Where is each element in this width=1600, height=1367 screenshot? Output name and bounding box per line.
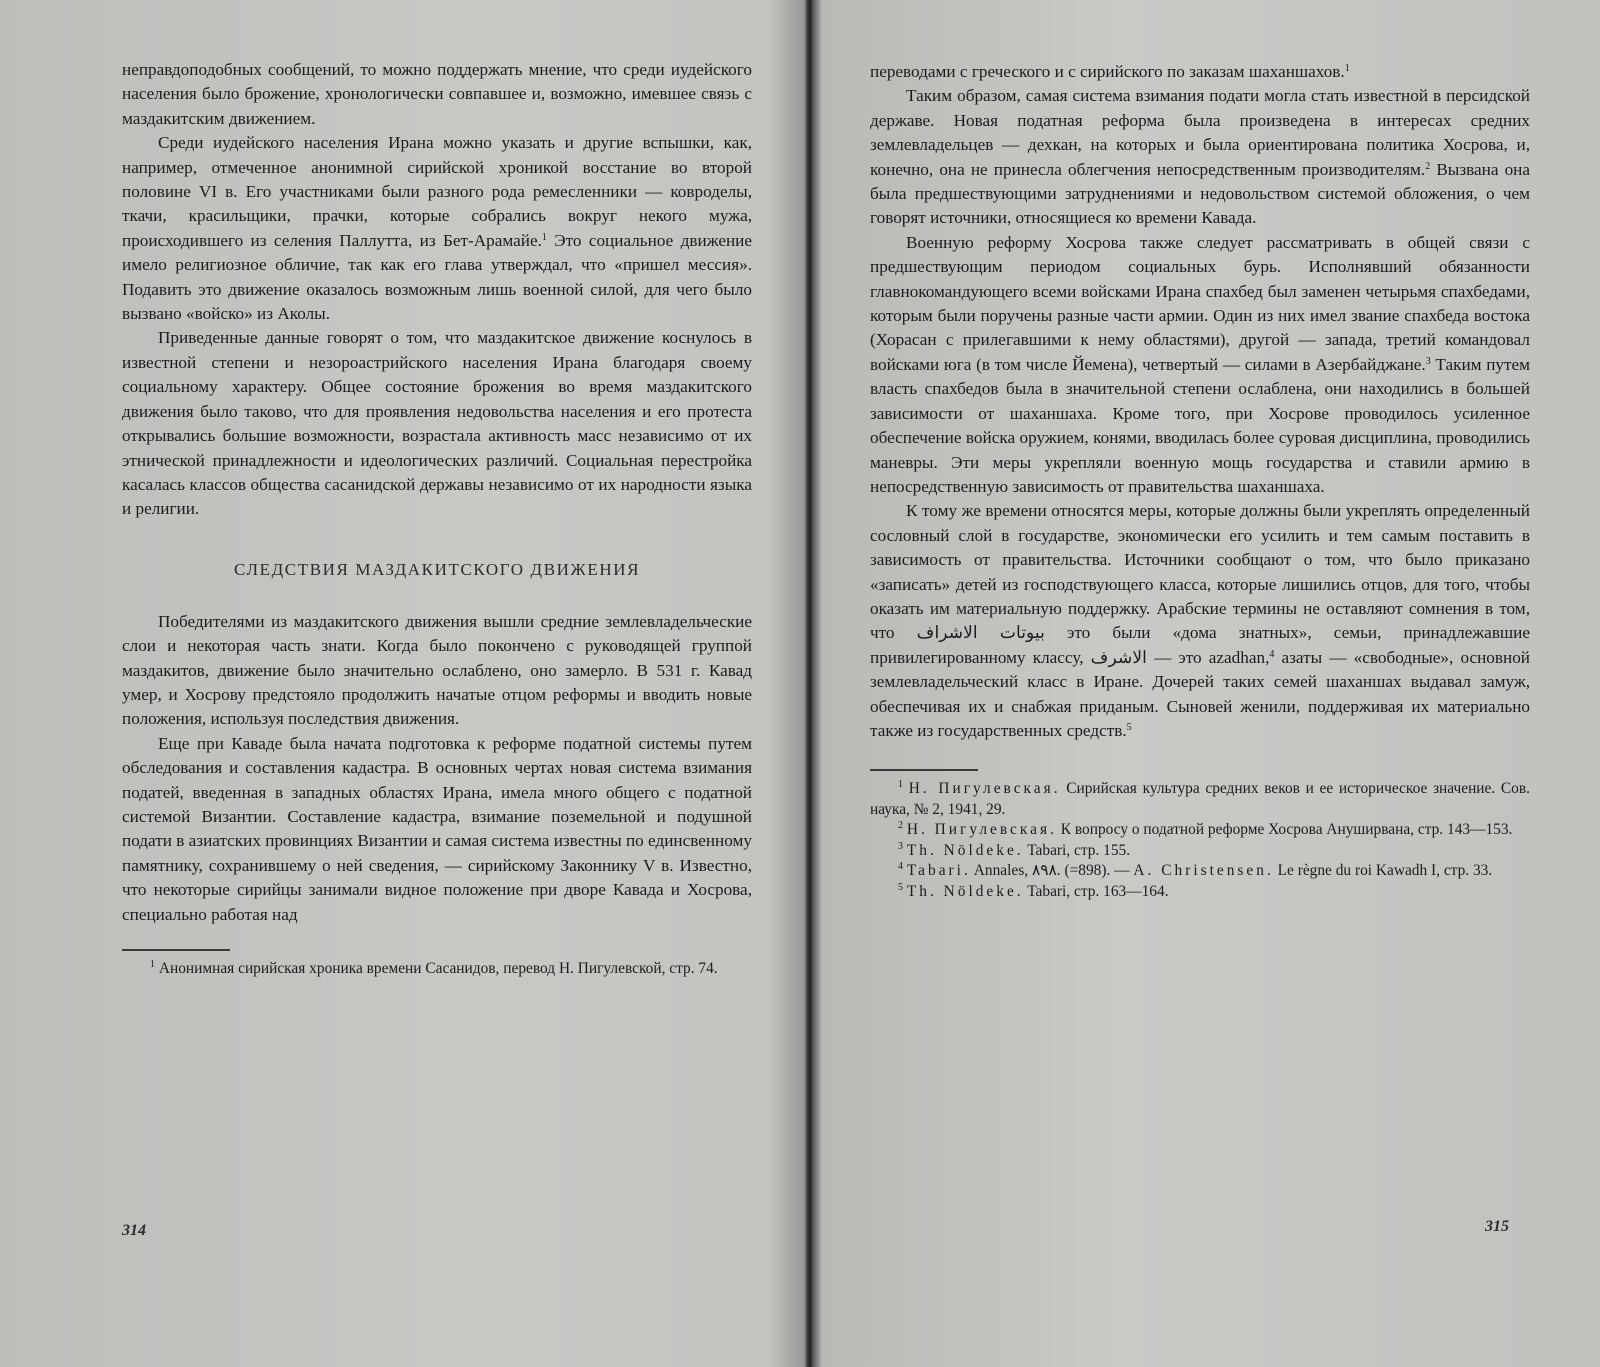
footnote: $^1$ Анонимная сирийская хроника времени Сасанидов, перевод Н. Пигулевской, стр. 74.	[150, 959, 718, 977]
right-page	[814, 0, 1600, 1367]
footnote: $^4$ Tabari. Annales, ٨٩٨. (=898). — A. Christensen. Le règne du roi Kawadh I, стр. 33.	[898, 861, 1493, 880]
paragraph: К тому же времени относятся меры, которые должны были укреплять определенный сословный слой в государстве, экономически его усилить и тем самым поставить в зависимость от правительства. Источники сообщают о том, что было приказано «записать» детей из господствующего класса, которые лишились отцов, для того, чтобы оказать им материальную поддержку. Арабские термины не оставляют сомнения в том, что بيوتات الاشراف это были «дома знатных», семьи, принадлежавшие привилегированному классу, الاشرف — это azadhan,$^4$ азаты — «свободные», основной землевладельческий класс в Иране. Дочерей таких семей шаханшах выдавал замуж, обеспечивая их и снабжая приданым. Сыновей женили, поддерживая их материально также из государственных средств.$^5$	[870, 501, 1530, 740]
paragraph: Победителями из маздакитского движения вышли средние землевладельческие слои и некоторая часть знати. Когда было покончено с руководящей группой маздакитов, движение было значительно ослаблено, оно замерло. В 531 г. Кавад умер, и Хосрову предстояло продолжить начатые отцом реформы и вводить новые положения, используя последствия движения.	[122, 611, 752, 729]
paragraph: Еще при Каваде была начата подготовка к реформе податной системы путем обследования и составления кадастра. В основных чертах новая система взимания податей, введенная в западных областях Ирана, имела много общего с податной системой Византии. Составление кадастра, взимание поземельной и подушной подати в азиатских провинциях Византии и самая система известны по единсвенному памятнику, сохранившему о ней сведения, — сирийскому Законнику V в. Известно, что некоторые сирийцы занимали видное положение при дворе Кавада и Хосрова, специально работая над	[122, 733, 752, 924]
footnote: $^3$ Th. Nöldeke. Tabari, стр. 155.	[898, 840, 1131, 859]
footnotes	[122, 959, 752, 980]
footnote-rule	[870, 769, 978, 771]
footnotes	[870, 779, 1530, 902]
left-text-column	[122, 58, 752, 980]
footnote-rule	[122, 949, 230, 951]
section-heading: СЛЕДСТВИЯ МАЗДАКИТСКОГО ДВИЖЕНИЯ	[233, 559, 641, 579]
book-gutter	[806, 0, 814, 1367]
paragraph: Военную реформу Хосрова также следует рассматривать в общей связи с предшествующим периодом социальных бурь. Исполнявший обязанности главнокомандующего всеми войсками Ирана спахбед был заменен четырьмя спахбедами, которым были поручены разные части армии. Один из них имел звание спахбеда востока (Хорасан с прилегавшими к нему областями), другой — запада, третий командовал войсками юга (в том числе Йемена), четвертый — силами в Азербайджане.$^3$ Таким путем власть спахбедов была в значительной степени ослаблена, они находились в большей зависимости от шаханшаха. Кроме того, при Хосрове проводилось усиленное обеспечение войска оружием, конями, вводилась более суровая дисциплина, проводились маневры. Эти меры укрепляли военную мощь государства и ставили армию в непосредственную зависимость от правительства шаханшаха.	[870, 232, 1531, 496]
arabic-term: بيوتات الاشراف	[916, 623, 1045, 643]
page-number: 315	[1485, 1218, 1509, 1235]
page-number: 314	[122, 1222, 146, 1239]
arabic-term: الاشرف	[1090, 647, 1147, 667]
right-text-column	[870, 60, 1530, 902]
footnote: $^5$ Th. Nöldeke. Tabari, стр. 163—164.	[898, 881, 1169, 900]
paragraph: неправдоподобных сообщений, то можно поддержать мнение, что среди иудейского населения было брожение, хронологически совпавшее и, возможно, имевшее связь с маздакитским движением.	[122, 60, 752, 128]
paragraph: переводами с греческого и с сирийского по заказам шаханшахов.$^1$	[870, 62, 1350, 81]
paragraph: Таким образом, самая система взимания подати могла стать известной в персидской державе. Новая податная реформа была произведена в интересах средних землевладельцев — дехкан, на которых и была ориентирована политика Хосрова, и, конечно, она не принесла облегчения непосредственным производителям.$^2$ Вызвана она была предшествующими затруднениями и недовольством системой обложения, о чем говорят источники, относящиеся ко времени Кавада.	[870, 86, 1530, 228]
footnote: $^1$ Н. Пигулевская. Сирийская культура средних веков и ее историческое значение. Сов. наука, № 2, 1941, 29.	[870, 779, 1530, 818]
paragraph: Приведенные данные говорят о том, что маздакитское движение коснулось в известной степени и незороастрийского населения Ирана благодаря своему социальному характеру. Общее состояние брожения во время маздакитского движения было таково, что для проявления недовольства населения и его протеста открывались большие возможности, возрастала активность масс независимо от их этнической принадлежности и идеологических различий. Социальная перестройка касалась классов общества сасанидской державы независимо от их народности языка и религии.	[122, 328, 752, 519]
footnote: $^2$ Н. Пигулевская. К вопросу о податной реформе Хосрова Ануширвана, стр. 143—153.	[898, 820, 1513, 839]
paragraph: Среди иудейского населения Ирана можно указать и другие вспышки, как, например, отмеченное анонимной сирийской хроникой восстание во второй половине VI в. Его участниками были разного рода ремесленники — ковроделы, ткачи, красильщики, прачки, которые собрались вокруг некого мужа, происходившего из селения Паллутта, из Бет-Арамайе.$^1$ Это социальное движение имело религиозное обличие, так как его глава утверждал, что «пришел мессия». Подавить это движение оказалось возможным лишь военной силой, для чего было вызвано «войско» из Аколы.	[122, 133, 752, 324]
